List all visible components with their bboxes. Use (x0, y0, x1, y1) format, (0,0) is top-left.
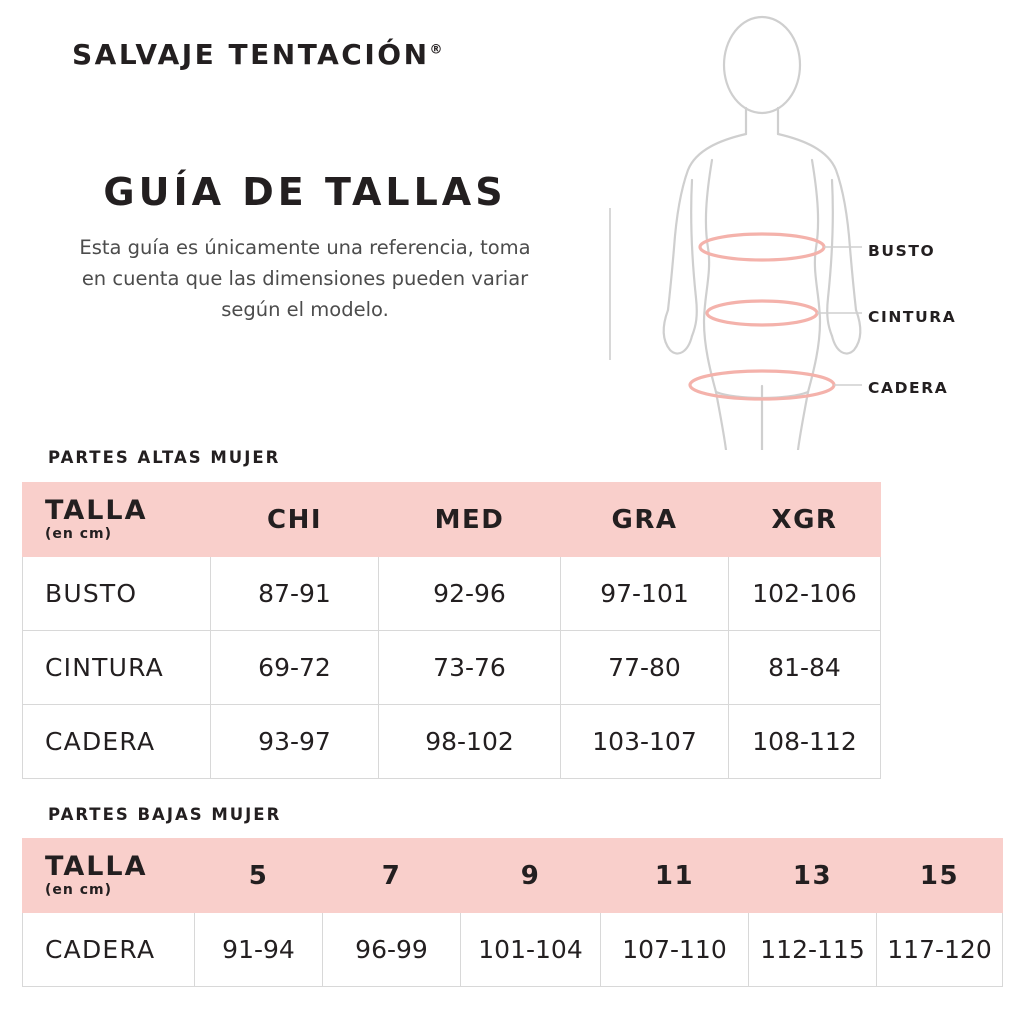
cell-cadera-7: 96-99 (323, 913, 461, 987)
header-cell-size-2: 9 (461, 839, 601, 913)
cell-cadera-11: 107-110 (601, 913, 749, 987)
header-cell-size-0: 5 (195, 839, 323, 913)
table-row (23, 913, 1003, 987)
talla-label: TALLA (45, 851, 148, 883)
table-row (23, 557, 881, 631)
table-row (23, 705, 881, 779)
header-cell-talla (23, 839, 195, 913)
talla-label: TALLA (45, 495, 148, 527)
page-subtitle: Esta guía es únicamente una referencia, toma en cuenta que las dimensiones pueden variar según el modelo. (79, 236, 531, 321)
cell-cadera-9: 101-104 (461, 913, 601, 987)
cell-busto-gra: 97-101 (561, 557, 729, 631)
header-cell-size-3: XGR (729, 483, 881, 557)
figure-label-cadera: CADERA (868, 379, 949, 397)
figure-label-cintura: CINTURA (868, 308, 957, 326)
header-cell-size-2: GRA (561, 483, 729, 557)
cell-cadera-13: 112-115 (749, 913, 877, 987)
female-silhouette-icon (600, 10, 1020, 450)
body-figure (600, 10, 1020, 450)
cell-cadera-chi: 93-97 (211, 705, 379, 779)
header-cell-size-3: 11 (601, 839, 749, 913)
header-cell-size-4: 13 (749, 839, 877, 913)
table-header-row (23, 839, 1003, 913)
cell-cintura-gra: 77-80 (561, 631, 729, 705)
cell-cadera-med: 98-102 (379, 705, 561, 779)
cell-cintura-med: 73-76 (379, 631, 561, 705)
section-heading-altas: PARTES ALTAS MUJER (48, 448, 281, 467)
row-label-busto: BUSTO (23, 557, 211, 631)
cell-cadera-gra: 103-107 (561, 705, 729, 779)
talla-units: (en cm) (45, 525, 113, 542)
header-cell-size-5: 15 (877, 839, 1003, 913)
cell-busto-chi: 87-91 (211, 557, 379, 631)
cell-cintura-chi: 69-72 (211, 631, 379, 705)
talla-units: (en cm) (45, 881, 113, 898)
brand-logo (72, 38, 443, 71)
brand-name: SALVAJE TENTACIÓN (72, 38, 430, 71)
page-title: GUÍA DE TALLAS (103, 170, 507, 214)
size-table-bajas (22, 838, 1003, 987)
figure-label-busto: BUSTO (868, 242, 936, 260)
cell-cadera-xgr: 108-112 (729, 705, 881, 779)
row-label-cadera: CADERA (23, 705, 211, 779)
cell-cadera-15: 117-120 (877, 913, 1003, 987)
table-header-row (23, 483, 881, 557)
row-label-cintura: CINTURA (23, 631, 211, 705)
cell-busto-med: 92-96 (379, 557, 561, 631)
header-cell-size-0: CHI (211, 483, 379, 557)
cell-busto-xgr: 102-106 (729, 557, 881, 631)
cell-cintura-xgr: 81-84 (729, 631, 881, 705)
header-cell-talla (23, 483, 211, 557)
row-label-cadera: CADERA (23, 913, 195, 987)
cintura-measure-line (707, 301, 817, 325)
header-cell-size-1: MED (379, 483, 561, 557)
header-cell-size-1: 7 (323, 839, 461, 913)
size-table-altas (22, 482, 881, 779)
busto-measure-line (700, 234, 824, 260)
cell-cadera-5: 91-94 (195, 913, 323, 987)
section-heading-bajas: PARTES BAJAS MUJER (48, 805, 282, 824)
registered-mark: ® (429, 42, 443, 58)
table-row (23, 631, 881, 705)
